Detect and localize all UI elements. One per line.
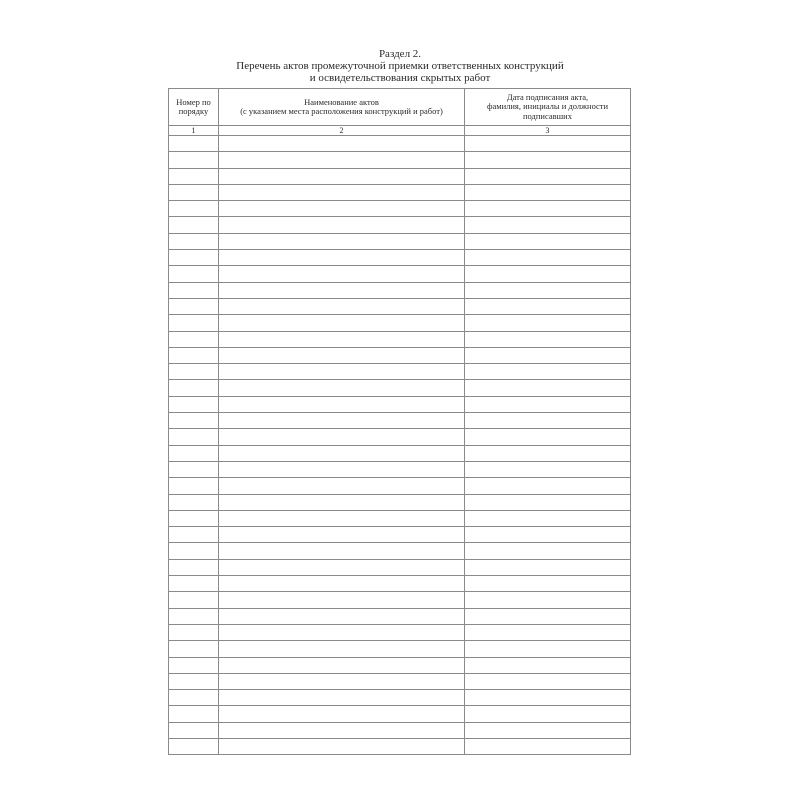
table-row	[169, 184, 631, 200]
cell-signing-date[interactable]	[465, 624, 631, 640]
column-header-text: Наименование актов	[304, 96, 379, 107]
column-number-1: 1	[169, 126, 219, 136]
table-row	[169, 576, 631, 592]
table-row	[169, 478, 631, 494]
cell-act-name[interactable]	[219, 657, 465, 673]
cell-signing-date[interactable]	[465, 478, 631, 494]
cell-signing-date[interactable]	[465, 706, 631, 722]
column-header-text: порядку	[178, 106, 209, 116]
cell-number[interactable]	[169, 445, 219, 461]
column-header-act-name	[219, 89, 465, 126]
cell-number[interactable]	[169, 706, 219, 722]
cell-act-name[interactable]	[219, 592, 465, 608]
table-row	[169, 364, 631, 380]
column-header-number	[169, 89, 219, 126]
cell-signing-date[interactable]	[465, 201, 631, 217]
cell-signing-date[interactable]	[465, 413, 631, 429]
cell-number[interactable]	[169, 282, 219, 298]
cell-signing-date[interactable]	[465, 592, 631, 608]
cell-act-name[interactable]	[219, 527, 465, 543]
cell-act-name[interactable]	[219, 168, 465, 184]
cell-number[interactable]	[169, 461, 219, 477]
table-row	[169, 592, 631, 608]
cell-number[interactable]	[169, 413, 219, 429]
cell-act-name[interactable]	[219, 266, 465, 282]
table-row	[169, 657, 631, 673]
cell-act-name[interactable]	[219, 478, 465, 494]
cell-act-name[interactable]	[219, 184, 465, 200]
cell-signing-date[interactable]	[465, 657, 631, 673]
cell-act-name[interactable]	[219, 543, 465, 559]
cell-number[interactable]	[169, 510, 219, 526]
cell-act-name[interactable]	[219, 364, 465, 380]
table-row	[169, 266, 631, 282]
cell-number[interactable]	[169, 527, 219, 543]
table-row	[169, 233, 631, 249]
table-row	[169, 690, 631, 706]
cell-act-name[interactable]	[219, 559, 465, 575]
table-row	[169, 673, 631, 689]
column-header-text: подписавших	[523, 110, 572, 121]
cell-signing-date[interactable]	[465, 738, 631, 754]
cell-act-name[interactable]	[219, 396, 465, 412]
cell-number[interactable]	[169, 559, 219, 575]
cell-act-name[interactable]	[219, 461, 465, 477]
cell-number[interactable]	[169, 347, 219, 363]
cell-act-name[interactable]	[219, 722, 465, 738]
cell-signing-date[interactable]	[465, 364, 631, 380]
cell-signing-date[interactable]	[465, 396, 631, 412]
cell-act-name[interactable]	[219, 413, 465, 429]
cell-number[interactable]	[169, 331, 219, 347]
cell-number[interactable]	[169, 380, 219, 396]
table-row	[169, 608, 631, 624]
cell-number[interactable]	[169, 136, 219, 152]
table-row	[169, 217, 631, 233]
cell-signing-date[interactable]	[465, 673, 631, 689]
cell-act-name[interactable]	[219, 576, 465, 592]
cell-act-name[interactable]	[219, 201, 465, 217]
cell-number[interactable]	[169, 152, 219, 168]
cell-signing-date[interactable]	[465, 543, 631, 559]
cell-act-name[interactable]	[219, 282, 465, 298]
table-row	[169, 282, 631, 298]
table-row	[169, 396, 631, 412]
cell-number[interactable]	[169, 543, 219, 559]
cell-number[interactable]	[169, 266, 219, 282]
cell-act-name[interactable]	[219, 233, 465, 249]
cell-number[interactable]	[169, 738, 219, 754]
cell-number[interactable]	[169, 624, 219, 640]
table-row	[169, 331, 631, 347]
cell-signing-date[interactable]	[465, 608, 631, 624]
cell-number[interactable]	[169, 298, 219, 314]
table-row	[169, 445, 631, 461]
table-row	[169, 168, 631, 184]
table-row	[169, 706, 631, 722]
cell-number[interactable]	[169, 168, 219, 184]
cell-act-name[interactable]	[219, 673, 465, 689]
table-row	[169, 347, 631, 363]
cell-act-name[interactable]	[219, 445, 465, 461]
cell-signing-date[interactable]	[465, 217, 631, 233]
table-row	[169, 738, 631, 754]
cell-act-name[interactable]	[219, 641, 465, 657]
table-row	[169, 152, 631, 168]
column-header-text: фамилия, инициалы и должности	[486, 101, 609, 112]
cell-number[interactable]	[169, 641, 219, 657]
cell-signing-date[interactable]	[465, 690, 631, 706]
cell-number[interactable]	[169, 250, 219, 266]
cell-number[interactable]	[169, 690, 219, 706]
cell-act-name[interactable]	[219, 494, 465, 510]
cell-signing-date[interactable]	[465, 136, 631, 152]
column-number-2: 2	[219, 126, 465, 136]
cell-signing-date[interactable]	[465, 559, 631, 575]
cell-number[interactable]	[169, 592, 219, 608]
table-row	[169, 510, 631, 526]
cell-act-name[interactable]	[219, 250, 465, 266]
column-header-signing-date	[465, 89, 631, 126]
cell-number[interactable]	[169, 364, 219, 380]
table-row	[169, 298, 631, 314]
section-heading: Раздел 2.	[378, 48, 422, 60]
table-row	[169, 722, 631, 738]
cell-number[interactable]	[169, 184, 219, 200]
cell-signing-date[interactable]	[465, 315, 631, 331]
cell-signing-date[interactable]	[465, 445, 631, 461]
column-header-text: Дата подписания акта,	[506, 91, 589, 102]
cell-signing-date[interactable]	[465, 282, 631, 298]
document-title-line-2: и освидетельствования скрытых работ	[309, 72, 491, 84]
cell-act-name[interactable]	[219, 608, 465, 624]
cell-signing-date[interactable]	[465, 331, 631, 347]
table-row	[169, 559, 631, 575]
cell-number[interactable]	[169, 315, 219, 331]
cell-number[interactable]	[169, 233, 219, 249]
cell-act-name[interactable]	[219, 217, 465, 233]
table-row	[169, 413, 631, 429]
acts-table	[168, 88, 631, 755]
cell-number[interactable]	[169, 396, 219, 412]
cell-act-name[interactable]	[219, 624, 465, 640]
cell-signing-date[interactable]	[465, 168, 631, 184]
cell-signing-date[interactable]	[465, 510, 631, 526]
cell-act-name[interactable]	[219, 380, 465, 396]
cell-signing-date[interactable]	[465, 250, 631, 266]
cell-signing-date[interactable]	[465, 152, 631, 168]
cell-act-name[interactable]	[219, 510, 465, 526]
column-header-text: Номер по	[176, 96, 211, 107]
table-row	[169, 201, 631, 217]
cell-act-name[interactable]	[219, 315, 465, 331]
cell-signing-date[interactable]	[465, 527, 631, 543]
document-title-line-1: Перечень актов промежуточной приемки ответственных конструкций	[236, 60, 564, 72]
column-number-3: 3	[465, 126, 631, 136]
cell-act-name[interactable]	[219, 738, 465, 754]
cell-number[interactable]	[169, 478, 219, 494]
cell-act-name[interactable]	[219, 347, 465, 363]
cell-signing-date[interactable]	[465, 347, 631, 363]
cell-number[interactable]	[169, 657, 219, 673]
table-row	[169, 641, 631, 657]
cell-signing-date[interactable]	[465, 298, 631, 314]
cell-number[interactable]	[169, 673, 219, 689]
cell-signing-date[interactable]	[465, 184, 631, 200]
table-header-row	[169, 89, 631, 126]
cell-signing-date[interactable]	[465, 429, 631, 445]
cell-act-name[interactable]	[219, 706, 465, 722]
table-row	[169, 380, 631, 396]
table-body	[169, 136, 631, 755]
cell-act-name[interactable]	[219, 136, 465, 152]
cell-act-name[interactable]	[219, 690, 465, 706]
cell-signing-date[interactable]	[465, 641, 631, 657]
table-row	[169, 250, 631, 266]
table-row	[169, 315, 631, 331]
cell-act-name[interactable]	[219, 429, 465, 445]
cell-number[interactable]	[169, 201, 219, 217]
table-row	[169, 136, 631, 152]
cell-act-name[interactable]	[219, 331, 465, 347]
table-row	[169, 543, 631, 559]
table-row	[169, 429, 631, 445]
cell-number[interactable]	[169, 217, 219, 233]
column-number-row	[169, 126, 631, 136]
column-header-text: (с указанием места расположения конструкций и работ)	[240, 106, 443, 116]
cell-signing-date[interactable]	[465, 722, 631, 738]
cell-number[interactable]	[169, 576, 219, 592]
cell-act-name[interactable]	[219, 152, 465, 168]
table-row	[169, 527, 631, 543]
cell-signing-date[interactable]	[465, 576, 631, 592]
cell-number[interactable]	[169, 429, 219, 445]
cell-signing-date[interactable]	[465, 461, 631, 477]
cell-signing-date[interactable]	[465, 233, 631, 249]
cell-act-name[interactable]	[219, 298, 465, 314]
cell-number[interactable]	[169, 722, 219, 738]
cell-signing-date[interactable]	[465, 494, 631, 510]
cell-number[interactable]	[169, 608, 219, 624]
cell-number[interactable]	[169, 494, 219, 510]
cell-signing-date[interactable]	[465, 380, 631, 396]
table-row	[169, 494, 631, 510]
table-row	[169, 461, 631, 477]
cell-signing-date[interactable]	[465, 266, 631, 282]
table-row	[169, 624, 631, 640]
